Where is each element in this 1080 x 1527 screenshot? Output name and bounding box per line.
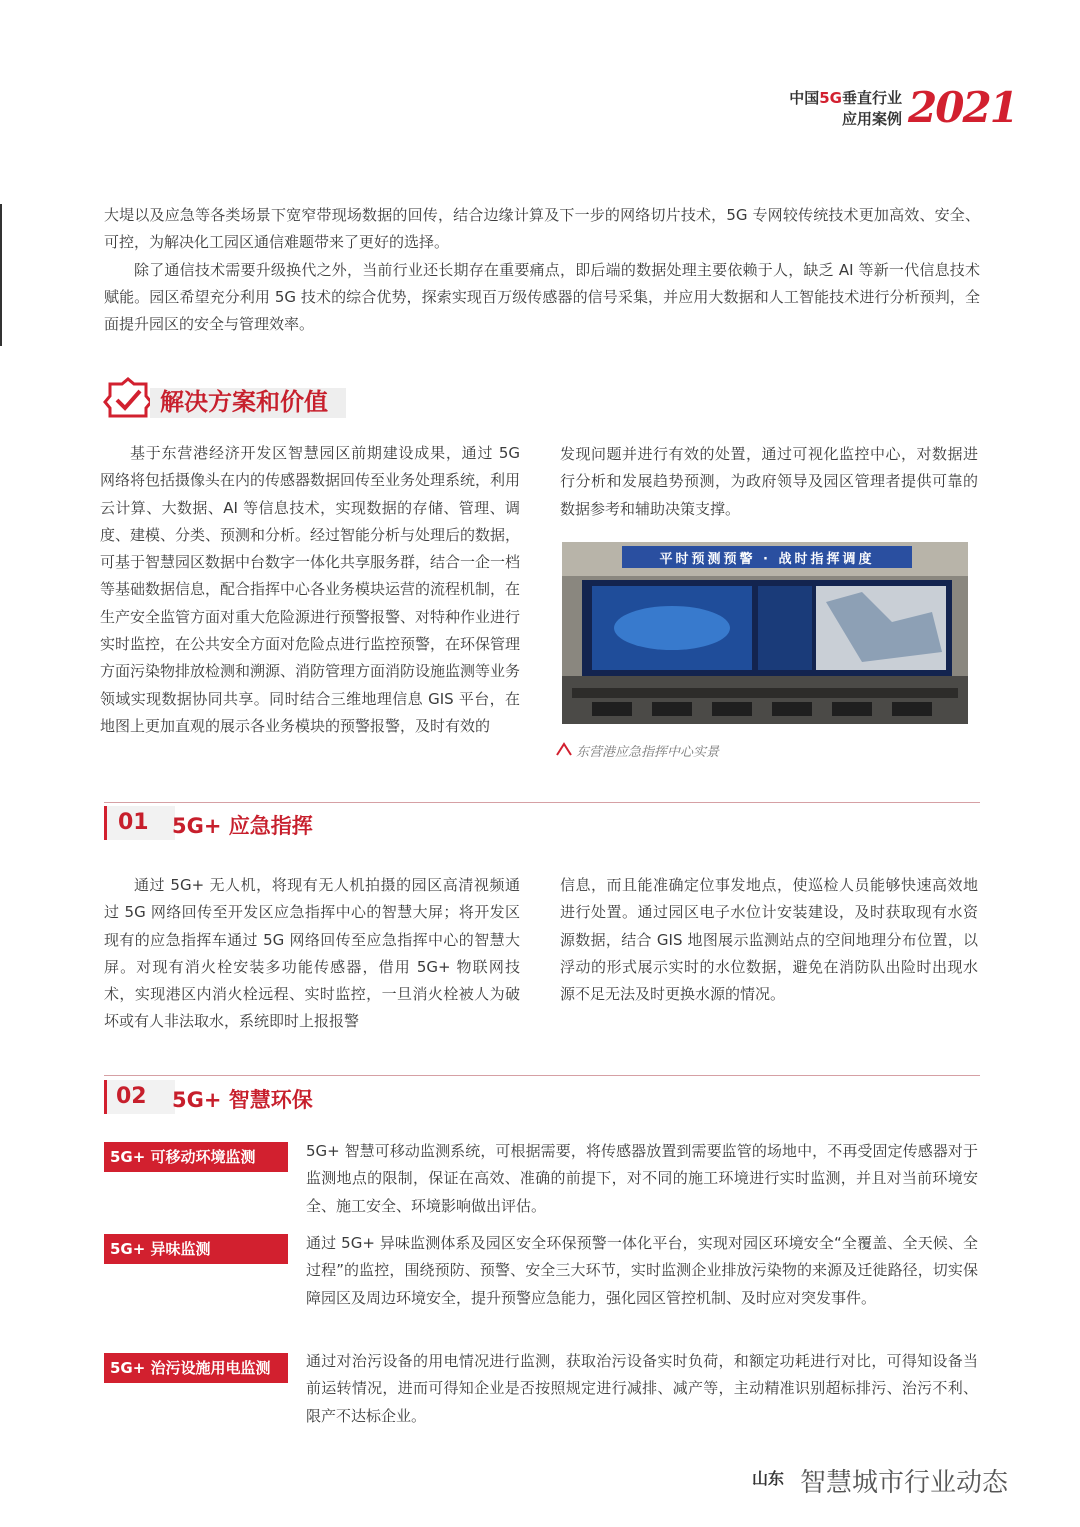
section-01-left-text: 通过 5G+ 无人机，将现有无人机拍摄的园区高清视频通过 5G 网络回传至开发区应急指挥中心的智慧大屏；将开发区现有的应急指挥车通过 5G 网络回传至应急指挥中心的智慧大屏。对现有消火栓安装多功能传感器，借用 5G+ 物联网技术，实现港区内消火栓远程、实时监控，一旦消火栓被人为破坏或有人非法取水，系统即时上报报警 xyxy=(104,876,520,1031)
check-badge-icon xyxy=(102,376,154,420)
photo-caption: 东营港应急指挥中心实景 xyxy=(576,745,720,760)
section-01-number: 01 xyxy=(118,810,149,835)
header-title: 中国5G垂直行业 应用案例 xyxy=(789,89,902,128)
section-01-title: 5G+ 应急指挥 xyxy=(172,814,313,838)
tag-odor-monitoring: 5G+ 异味监测 xyxy=(104,1234,288,1264)
tag-mobile-monitoring: 5G+ 可移动环境监测 xyxy=(104,1142,288,1172)
solution-right-text: 发现问题并进行有效的处置，通过可视化监控中心，对数据进行分析和发展趋势预测，为政府领导及园区管理者提供可靠的数据参考和辅助决策支撑。 xyxy=(560,445,978,518)
section-01-right-text: 信息，而且能准确定位事发地点，使巡检人员能够快速高效地进行处置。通过园区电子水位计安装建设，及时获取现有水资源数据，结合 GIS 地图展示监测站点的空间地理分布位置，以浮动的形式展示实时的水位数据，避免在消防队出险时出现水源不足无法及时更换水源的情况。 xyxy=(560,876,978,1004)
section-title: 解决方案和价值 xyxy=(160,388,328,416)
solution-left-text: 基于东营港经济开发区智慧园区前期建设成果，通过 5G 网络将包括摄像头在内的传感器数据回传至业务处理系统，利用云计算、大数据、AI 等信息技术，实现数据的存储、管理、调度、建模、分类、预测和分析。经过智能分析与处理后的数据，可基于智慧园区数据中台数字一体化共享服务群，结合一企一档等基础数据信息，配合指挥中心各业务模块运营的流程机制，在生产安全监管方面对重大危险源进行预警报警、对特种作业进行实时监控，在公共安全方面对危险点进行监控预警，在环保管理方面污染物排放检测和溯源、消防管理方面消防设施监测等业务领域实现数据协同共享。同时结合三维地理信息 GIS 平台，在地图上更加直观的展示各业务模块的预警报警，及时有效的 xyxy=(100,444,521,735)
page-edge-mark xyxy=(0,204,2,346)
command-center-photo xyxy=(562,542,968,724)
text-power-monitoring: 通过对治污设备的用电情况进行监测，获取治污设备实时负荷，和额定功耗进行对比，可得知设备当前运转情况，进而可得知企业是否按照规定进行减排、减产等，主动精准识别超标排污、治污不利、限产不达标企业。 xyxy=(306,1352,978,1425)
section-01-rule xyxy=(104,802,980,803)
caption-marker-icon xyxy=(556,742,572,756)
header-year: 2021 xyxy=(908,83,1017,132)
section-02-rule xyxy=(104,1075,980,1076)
intro-paragraph-2: 除了通信技术需要升级换代之外，当前行业还长期存在重要痛点，即后端的数据处理主要依赖于人，缺乏 AI 等新一代信息技术赋能。园区希望充分利用 5G 技术的综合优势，探索实现百万级传感器的信号采集，并应用大数据和人工智能技术进行分析预判，全面提升园区的安全与管理效率。 xyxy=(104,260,980,334)
intro-paragraph-1: 大堤以及应急等各类场景下宽窄带现场数据的回传，结合边缘计算及下一步的网络切片技术，5G 专网较传统技术更加高效、安全、可控，为解决化工园区通信难题带来了更好的选择。 xyxy=(104,206,980,252)
text-mobile-monitoring: 5G+ 智慧可移动监测系统，可根据需要，将传感器放置到需要监管的场地中，不再受固定传感器对于监测地点的限制，保证在高效、准确的前提下，对不同的施工环境进行实时监测，并且对当前环境安全、施工安全、环境影响做出评估。 xyxy=(306,1142,978,1215)
text-odor-monitoring: 通过 5G+ 异味监测体系及园区安全环保预警一体化平台，实现对园区环境安全“全覆盖、全天候、全过程”的监控，围绕预防、预警、安全三大环节，实时监测企业排放污染物的来源及迁徙路径，切实保障园区及周边环境安全，提升预警应急能力，强化园区管控机制、及时应对突发事件。 xyxy=(306,1234,978,1307)
tag-power-monitoring: 5G+ 治污设施用电监测 xyxy=(104,1353,288,1383)
section-02-number: 02 xyxy=(116,1084,147,1109)
intro-text xyxy=(104,202,980,338)
section-02-title: 5G+ 智慧环保 xyxy=(172,1088,313,1112)
photo-banner-text: 平时预测预警 · 战时指挥调度 xyxy=(659,552,875,567)
footer-text: 山东 xyxy=(752,1469,785,1488)
watermark-text: 智慧城市行业动态 xyxy=(800,1468,1009,1498)
